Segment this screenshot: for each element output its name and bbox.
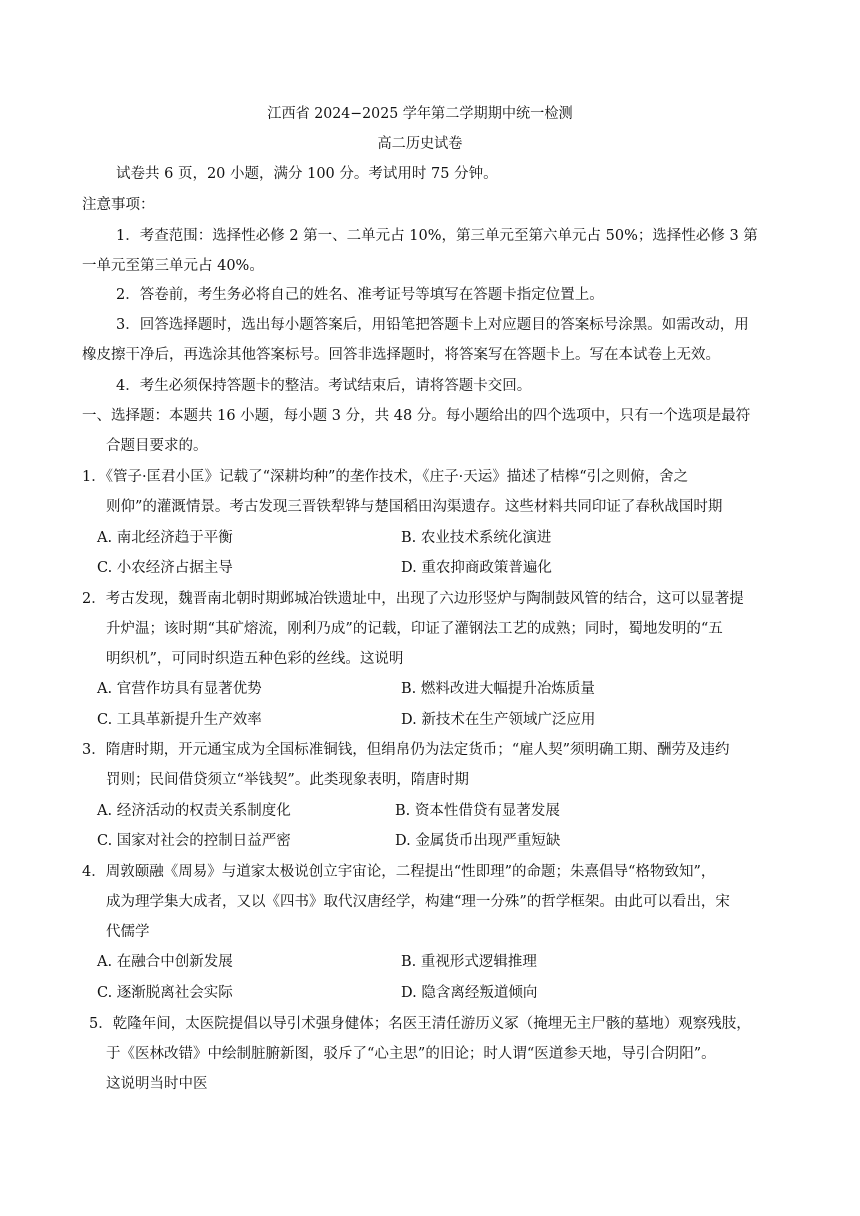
- section-1-line-1: 一、选择题：本题共 16 小题，每小题 3 分，共 48 分。每小题给出的四个选项中，只有一个选项是最符: [82, 408, 751, 424]
- question-3-option-c: C. 国家对社会的控制日益严密: [97, 833, 291, 849]
- question-1-option-a: A. 南北经济趋于平衡: [97, 530, 233, 546]
- question-4-line-2: 成为理学集大成者，又以《四书》取代汉唐经学，构建“理一分殊”的哲学框架。由此可以看出，宋: [106, 894, 730, 910]
- question-3-option-a: A. 经济活动的权责关系制度化: [97, 803, 291, 819]
- question-2-line-1: 2．考古发现，魏晋南北朝时期邺城冶铁遗址中，出现了六边形竖炉与陶制鼓风管的结合，这可以显著提: [82, 591, 744, 607]
- section-1-line-2: 合题目要求的。: [106, 438, 208, 454]
- notice-item-3-line-2: 橡皮擦干净后，再选涂其他答案标号。回答非选择题时，将答案写在答题卡上。写在本试卷上无效。: [82, 347, 720, 363]
- notice-item-3-line-1: 3．回答选择题时，选出每小题答案后，用铅笔把答题卡上对应题目的答案标号涂黑。如需改动，用: [116, 317, 749, 333]
- question-5-line-3: 这说明当时中医: [106, 1076, 208, 1092]
- exam-subtitle: 高二历史试卷: [377, 136, 463, 152]
- notice-item-4: 4．考生必须保持答题卡的整洁。考试结束后，请将答题卡交回。: [116, 378, 532, 394]
- notice-heading: 注意事项：: [82, 197, 155, 213]
- question-2-line-2: 升炉温；该时期“其矿熔流，刚利乃成”的记载，印证了灌钢法工艺的成熟；同时，蜀地发明的“五: [106, 621, 723, 637]
- question-4-line-1: 4．周敦颐融《周易》与道家太极说创立宇宙论，二程提出“性即理”的命题；朱熹倡导“格物致知”，: [82, 864, 716, 880]
- question-2-line-3: 明织机”，可同时织造五种色彩的丝线。这说明: [106, 651, 404, 667]
- question-1-option-d: D. 重农抑商政策普遍化: [401, 560, 552, 576]
- question-2-option-b: B. 燃料改进大幅提升冶炼质量: [401, 681, 595, 697]
- question-4-option-c: C. 逐渐脱离社会实际: [97, 985, 233, 1001]
- question-1-option-c: C. 小农经济占据主导: [97, 560, 233, 576]
- question-1-line-1: 1．《管子·匡君小匡》记载了“深耕均种”的垄作技术，《庄子·天运》描述了桔槔“引之则俯，舍之: [82, 469, 689, 485]
- exam-title: 江西省 2024−2025 学年第二学期期中统一检测: [267, 106, 573, 122]
- question-4-option-b: B. 重视形式逻辑推理: [401, 954, 537, 970]
- question-5-line-2: 于《医林改错》中绘制脏腑新图，驳斥了“心主思”的旧论；时人谓“医道参天地，导引合阴阳”。: [106, 1046, 716, 1062]
- notice-item-1-line-1: 1．考查范围：选择性必修 2 第一、二单元占 10%，第三单元至第六单元占 50%；选择性必修 3 第: [116, 228, 758, 244]
- question-4-option-a: A. 在融合中创新发展: [97, 954, 233, 970]
- notice-item-1-line-2: 一单元至第三单元占 40%。: [82, 258, 264, 274]
- question-1-line-2: 则仰”的灌溉情景。考古发现三晋铁犁铧与楚国稻田沟渠遗存。这些材料共同印证了春秋战国时期: [106, 499, 723, 515]
- question-3-line-1: 3．隋唐时期，开元通宝成为全国标准铜钱，但绢帛仍为法定货币；“雇人契”须明确工期、酬劳及违约: [82, 742, 730, 758]
- question-2-option-a: A. 官营作坊具有显著优势: [97, 681, 262, 697]
- exam-info: 试卷共 6 页，20 小题，满分 100 分。考试用时 75 分钟。: [116, 166, 498, 182]
- question-3-option-d: D. 金属货币出现严重短缺: [395, 833, 561, 849]
- question-4-option-d: D. 隐含离经叛道倾向: [401, 985, 538, 1001]
- question-3-line-2: 罚则；民间借贷须立“举钱契”。此类现象表明，隋唐时期: [106, 772, 469, 788]
- question-5-line-1: 5．乾隆年间，太医院提倡以导引术强身健体；名医王清任游历义冢（掩埋无主尸骸的墓地）观察残肢，: [89, 1016, 751, 1032]
- question-1-option-b: B. 农业技术系统化演进: [401, 530, 552, 546]
- question-2-option-d: D. 新技术在生产领域广泛应用: [401, 712, 596, 728]
- question-4-line-3: 代儒学: [106, 924, 150, 940]
- notice-item-2: 2．答卷前，考生务必将自己的姓名、准考证号等填写在答题卡指定位置上。: [116, 287, 604, 303]
- question-2-option-c: C. 工具革新提升生产效率: [97, 712, 262, 728]
- question-3-option-b: B. 资本性借贷有显著发展: [395, 803, 560, 819]
